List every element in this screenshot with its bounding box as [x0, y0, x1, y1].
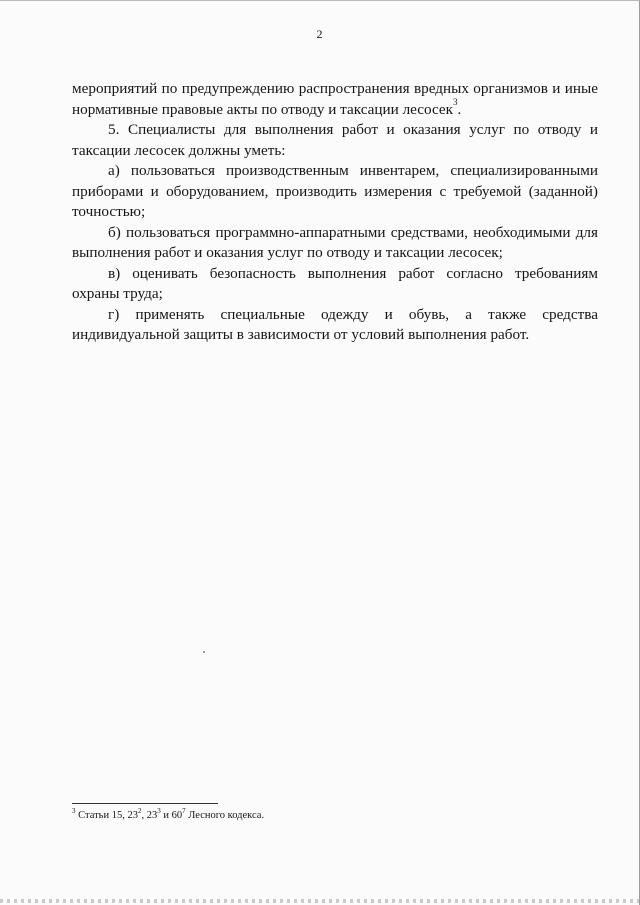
document-body	[72, 79, 598, 346]
continuation-paragraph	[72, 79, 598, 120]
footnote-reference: 3	[453, 97, 458, 108]
continuation-end: .	[457, 100, 462, 118]
list-item-v: в) оценивать безопасность выполнения работ согласно требованиям охраны труда;	[72, 264, 598, 302]
footnote-text-2: , 23	[141, 810, 158, 821]
footnote-text-4: Лесного кодекса.	[185, 810, 265, 821]
item-5-paragraph: 5. Специалисты для выполнения работ и оказания услуг по отводу и таксации лесосек должны уметь:	[72, 121, 598, 159]
scan-speck	[203, 651, 205, 653]
footnote-separator	[72, 803, 218, 804]
footnote	[72, 806, 572, 823]
continuation-text: мероприятий по предупреждению распространения вредных организмов и иные нормативные правовые акты по отводу и таксации лесосек	[72, 80, 598, 118]
page-number: 2	[316, 27, 323, 41]
footnote-sup-2: 3	[157, 806, 161, 815]
footnote-sup-3: 7	[182, 806, 186, 815]
scan-bottom-edge	[0, 899, 639, 903]
footnote-sup-1: 2	[137, 806, 142, 815]
footnote-marker: 3	[72, 806, 76, 815]
footnote-text-1: Статьи 15, 23	[75, 810, 138, 821]
list-item-a: а) пользоваться производственным инвентарем, специализированными приборами и оборудованием, производить измерения с требуемой (заданной) точностью;	[72, 162, 598, 220]
list-item-b: б) пользоваться программно-аппаратными средствами, необходимыми для выполнения работ и оказания услуг по отводу и таксации лесосек;	[72, 223, 598, 261]
list-item-g: г) применять специальные одежду и обувь, а также средства индивидуальной защиты в зависимости от условий выполнения работ.	[72, 305, 598, 343]
footnote-text-3: и 60	[160, 810, 183, 821]
